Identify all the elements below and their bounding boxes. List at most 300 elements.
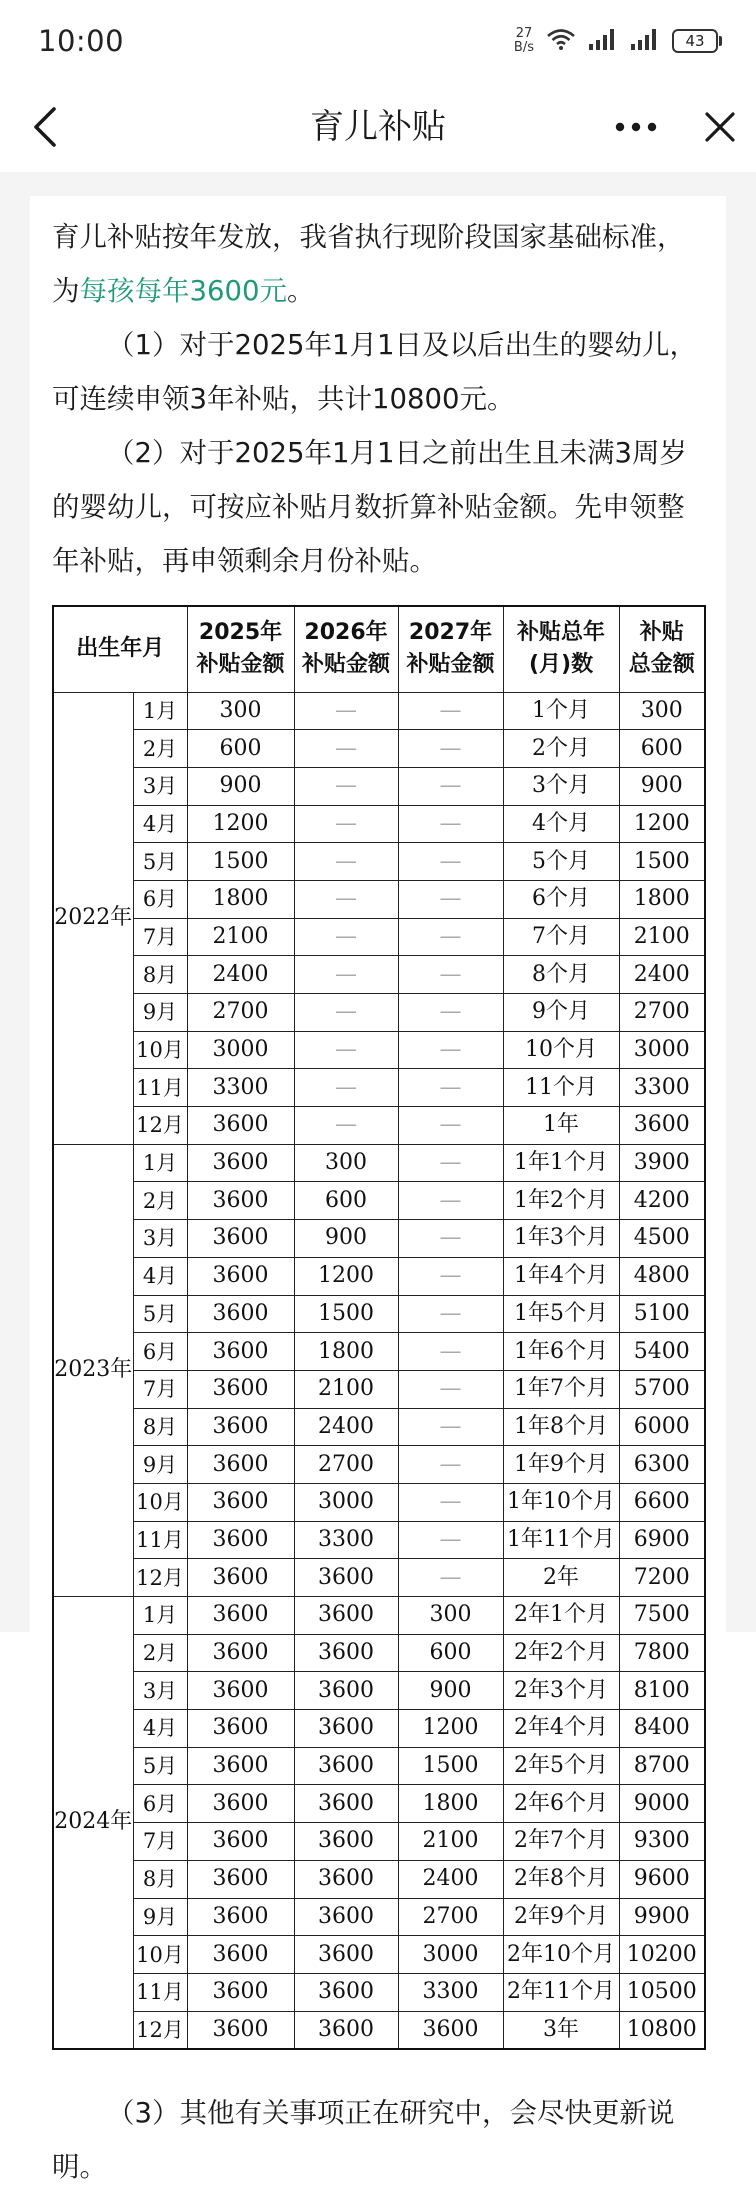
network-speed-unit: B/s bbox=[513, 40, 534, 55]
table-row bbox=[53, 1597, 705, 1635]
amount-2025-cell: 3600 bbox=[187, 1860, 294, 1898]
rule-paragraph-3: （3）其他有关事项正在研究中，会尽快更新说明。 bbox=[52, 2097, 675, 2183]
amount-2025-cell: 3600 bbox=[187, 1446, 294, 1484]
total-amount-cell: 1500 bbox=[619, 843, 705, 881]
birth-month-cell: 4月 bbox=[133, 805, 187, 843]
total-amount-cell: 8700 bbox=[619, 1747, 705, 1785]
amount-2027-cell: — bbox=[398, 767, 503, 805]
birth-month-cell: 10月 bbox=[133, 1483, 187, 1521]
months-count-cell: 6个月 bbox=[503, 880, 619, 918]
amount-2026-cell: 3600 bbox=[294, 1823, 398, 1861]
months-count-cell: 1年8个月 bbox=[503, 1408, 619, 1446]
birth-month-cell: 10月 bbox=[133, 1936, 187, 1974]
months-count-cell: 1年5个月 bbox=[503, 1295, 619, 1333]
amount-2027-cell: — bbox=[398, 843, 503, 881]
months-count-cell: 2年 bbox=[503, 1559, 619, 1597]
birth-month-cell: 5月 bbox=[133, 1747, 187, 1785]
amount-2026-cell: 300 bbox=[294, 1144, 398, 1182]
total-amount-cell: 9300 bbox=[619, 1823, 705, 1861]
months-count-cell: 1个月 bbox=[503, 692, 619, 730]
total-amount-cell: 4500 bbox=[619, 1220, 705, 1258]
amount-2025-cell: 3600 bbox=[187, 1220, 294, 1258]
amount-2026-cell: 2100 bbox=[294, 1370, 398, 1408]
birth-month-cell: 12月 bbox=[133, 1107, 187, 1145]
amount-2025-cell: 3600 bbox=[187, 1672, 294, 1710]
total-amount-cell: 6600 bbox=[619, 1483, 705, 1521]
amount-2027-cell: 2700 bbox=[398, 1898, 503, 1936]
amount-2026-cell: 1800 bbox=[294, 1333, 398, 1371]
months-count-cell: 3个月 bbox=[503, 767, 619, 805]
months-count-cell: 2年6个月 bbox=[503, 1785, 619, 1823]
total-amount-cell: 8100 bbox=[619, 1672, 705, 1710]
amount-2025-cell: 300 bbox=[187, 692, 294, 730]
amount-2026-cell: 1200 bbox=[294, 1257, 398, 1295]
amount-2025-cell: 3600 bbox=[187, 1898, 294, 1936]
total-amount-cell: 4800 bbox=[619, 1257, 705, 1295]
table-row bbox=[53, 1898, 705, 1936]
months-count-cell: 2年7个月 bbox=[503, 1823, 619, 1861]
amount-2025-cell: 3600 bbox=[187, 1521, 294, 1559]
status-icons bbox=[514, 27, 722, 55]
birth-month-cell: 4月 bbox=[133, 1710, 187, 1748]
wifi-icon bbox=[546, 27, 576, 55]
months-count-cell: 10个月 bbox=[503, 1031, 619, 1069]
amount-2027-cell: — bbox=[398, 880, 503, 918]
rule-paragraph-1: （1）对于2025年1月1日及以后出生的婴幼儿，可连续申领3年补贴，共计10800元。 bbox=[52, 329, 697, 415]
table-row bbox=[53, 1634, 705, 1672]
header-total-line1: 补贴 bbox=[639, 620, 684, 646]
amount-2025-cell: 3600 bbox=[187, 2011, 294, 2049]
table-row bbox=[53, 1672, 705, 1710]
months-count-cell: 2年11个月 bbox=[503, 1973, 619, 2011]
amount-2025-cell: 1200 bbox=[187, 805, 294, 843]
table-row bbox=[53, 1973, 705, 2011]
months-count-cell: 2年1个月 bbox=[503, 1597, 619, 1635]
total-amount-cell: 5400 bbox=[619, 1333, 705, 1371]
amount-2025-cell: 3600 bbox=[187, 1483, 294, 1521]
amount-2027-cell: 3300 bbox=[398, 1973, 503, 2011]
amount-2026-cell: 3600 bbox=[294, 1860, 398, 1898]
amount-2026-cell: 2700 bbox=[294, 1446, 398, 1484]
amount-2026-cell: 3600 bbox=[294, 1747, 398, 1785]
amount-2026-cell: 3300 bbox=[294, 1521, 398, 1559]
birth-year-cell: 2023年 bbox=[53, 1144, 133, 1596]
battery-level: 43 bbox=[672, 29, 718, 53]
amount-2027-cell: — bbox=[398, 1483, 503, 1521]
total-amount-cell: 300 bbox=[619, 692, 705, 730]
amount-2027-cell: — bbox=[398, 692, 503, 730]
table-row bbox=[53, 1559, 705, 1597]
nav-bar bbox=[0, 82, 756, 172]
total-amount-cell: 600 bbox=[619, 730, 705, 768]
birth-month-cell: 11月 bbox=[133, 1521, 187, 1559]
birth-month-cell: 1月 bbox=[133, 1597, 187, 1635]
amount-2025-cell: 3600 bbox=[187, 1408, 294, 1446]
amount-2027-cell: — bbox=[398, 730, 503, 768]
amount-2027-cell: — bbox=[398, 1220, 503, 1258]
total-amount-cell: 9600 bbox=[619, 1860, 705, 1898]
amount-2025-cell: 3600 bbox=[187, 1144, 294, 1182]
total-amount-cell: 5100 bbox=[619, 1295, 705, 1333]
birth-month-cell: 6月 bbox=[133, 1785, 187, 1823]
months-count-cell: 2个月 bbox=[503, 730, 619, 768]
table-row bbox=[53, 1182, 705, 1220]
table-row bbox=[53, 1823, 705, 1861]
table-row bbox=[53, 1295, 705, 1333]
total-amount-cell: 3000 bbox=[619, 1031, 705, 1069]
amount-2025-cell: 2400 bbox=[187, 956, 294, 994]
months-count-cell: 2年4个月 bbox=[503, 1710, 619, 1748]
months-count-cell: 9个月 bbox=[503, 994, 619, 1032]
amount-2026-cell: — bbox=[294, 918, 398, 956]
months-count-cell: 5个月 bbox=[503, 843, 619, 881]
amount-2026-cell: — bbox=[294, 767, 398, 805]
birth-month-cell: 3月 bbox=[133, 767, 187, 805]
table-row bbox=[53, 1785, 705, 1823]
amount-2026-cell: — bbox=[294, 994, 398, 1032]
more-icon bbox=[614, 122, 658, 132]
months-count-cell: 1年3个月 bbox=[503, 1220, 619, 1258]
amount-2027-cell: — bbox=[398, 1031, 503, 1069]
amount-2026-cell: 600 bbox=[294, 1182, 398, 1220]
header-months-line2: (月)数 bbox=[528, 652, 594, 678]
amount-2026-cell: 3600 bbox=[294, 1785, 398, 1823]
amount-2026-cell: — bbox=[294, 692, 398, 730]
header-2027-line1: 2027年 bbox=[408, 620, 493, 646]
header-2025-line2: 补贴金额 bbox=[196, 652, 285, 678]
amount-2027-cell: 1500 bbox=[398, 1747, 503, 1785]
table-row bbox=[53, 1408, 705, 1446]
amount-2026-cell: 3600 bbox=[294, 1634, 398, 1672]
birth-month-cell: 12月 bbox=[133, 2011, 187, 2049]
header-birth: 出生年月 bbox=[53, 606, 187, 692]
months-count-cell: 1年7个月 bbox=[503, 1370, 619, 1408]
amount-2025-cell: 2100 bbox=[187, 918, 294, 956]
amount-2026-cell: — bbox=[294, 956, 398, 994]
birth-month-cell: 9月 bbox=[133, 1446, 187, 1484]
birth-month-cell: 8月 bbox=[133, 1408, 187, 1446]
header-months-line1: 补贴总年 bbox=[517, 620, 606, 646]
header-2025 bbox=[187, 606, 294, 692]
months-count-cell: 1年1个月 bbox=[503, 1144, 619, 1182]
total-amount-cell: 7200 bbox=[619, 1559, 705, 1597]
header-2027-line2: 补贴金额 bbox=[406, 652, 495, 678]
table-body bbox=[53, 692, 705, 2049]
amount-2025-cell: 3600 bbox=[187, 1785, 294, 1823]
table-row bbox=[53, 1257, 705, 1295]
amount-2025-cell: 3300 bbox=[187, 1069, 294, 1107]
amount-2026-cell: 3600 bbox=[294, 1559, 398, 1597]
amount-2027-cell: 900 bbox=[398, 1672, 503, 1710]
amount-2027-cell: — bbox=[398, 805, 503, 843]
birth-month-cell: 5月 bbox=[133, 1295, 187, 1333]
table-row bbox=[53, 1483, 705, 1521]
table-row bbox=[53, 1370, 705, 1408]
amount-2027-cell: — bbox=[398, 1521, 503, 1559]
amount-2027-cell: — bbox=[398, 918, 503, 956]
amount-2027-cell: — bbox=[398, 1257, 503, 1295]
months-count-cell: 7个月 bbox=[503, 918, 619, 956]
amount-2026-cell: 3600 bbox=[294, 1936, 398, 1974]
amount-2025-cell: 900 bbox=[187, 767, 294, 805]
header-total-line2: 总金额 bbox=[628, 652, 695, 678]
close-icon bbox=[704, 111, 736, 143]
subsidy-standard-highlight: 每孩每年3600元 bbox=[79, 275, 287, 307]
months-count-cell: 1年6个月 bbox=[503, 1333, 619, 1371]
birth-month-cell: 2月 bbox=[133, 1182, 187, 1220]
table-row bbox=[53, 880, 705, 918]
amount-2027-cell: 2400 bbox=[398, 1860, 503, 1898]
months-count-cell: 1年11个月 bbox=[503, 1521, 619, 1559]
network-speed-value: 27 bbox=[515, 26, 533, 41]
months-count-cell: 1年4个月 bbox=[503, 1257, 619, 1295]
total-amount-cell: 2700 bbox=[619, 994, 705, 1032]
total-amount-cell: 2400 bbox=[619, 956, 705, 994]
months-count-cell: 1年10个月 bbox=[503, 1483, 619, 1521]
amount-2026-cell: — bbox=[294, 880, 398, 918]
table-row bbox=[53, 1747, 705, 1785]
amount-2027-cell: — bbox=[398, 1446, 503, 1484]
total-amount-cell: 2100 bbox=[619, 918, 705, 956]
months-count-cell: 2年2个月 bbox=[503, 1634, 619, 1672]
birth-month-cell: 1月 bbox=[133, 692, 187, 730]
amount-2026-cell: — bbox=[294, 1069, 398, 1107]
amount-2027-cell: — bbox=[398, 1559, 503, 1597]
total-amount-cell: 5700 bbox=[619, 1370, 705, 1408]
total-amount-cell: 9900 bbox=[619, 1898, 705, 1936]
months-count-cell: 2年10个月 bbox=[503, 1936, 619, 1974]
table-row bbox=[53, 1031, 705, 1069]
months-count-cell: 3年 bbox=[503, 2011, 619, 2049]
subsidy-table-wrap bbox=[52, 605, 704, 2050]
amount-2027-cell: 1200 bbox=[398, 1710, 503, 1748]
birth-month-cell: 12月 bbox=[133, 1559, 187, 1597]
amount-2027-cell: 300 bbox=[398, 1597, 503, 1635]
amount-2025-cell: 3600 bbox=[187, 1333, 294, 1371]
header-2026-line1: 2026年 bbox=[304, 620, 388, 646]
months-count-cell: 2年8个月 bbox=[503, 1860, 619, 1898]
birth-year-cell: 2024年 bbox=[53, 1597, 133, 2049]
birth-year-cell: 2022年 bbox=[53, 692, 133, 1144]
amount-2026-cell: 3600 bbox=[294, 1898, 398, 1936]
header-2026-line2: 补贴金额 bbox=[302, 652, 391, 678]
table-row bbox=[53, 1446, 705, 1484]
table-row bbox=[53, 843, 705, 881]
amount-2026-cell: 3600 bbox=[294, 2011, 398, 2049]
total-amount-cell: 7800 bbox=[619, 1634, 705, 1672]
birth-month-cell: 9月 bbox=[133, 1898, 187, 1936]
months-count-cell: 1年2个月 bbox=[503, 1182, 619, 1220]
table-row bbox=[53, 1069, 705, 1107]
amount-2026-cell: — bbox=[294, 1107, 398, 1145]
total-amount-cell: 900 bbox=[619, 767, 705, 805]
amount-2026-cell: 3600 bbox=[294, 1597, 398, 1635]
birth-month-cell: 10月 bbox=[133, 1031, 187, 1069]
rule-paragraph-2: （2）对于2025年1月1日之前出生且未满3周岁的婴幼儿，可按应补贴月数折算补贴金额。先申领整年补贴，再申领剩余月份补贴。 bbox=[52, 437, 687, 577]
amount-2027-cell: — bbox=[398, 1333, 503, 1371]
birth-month-cell: 3月 bbox=[133, 1220, 187, 1258]
amount-2025-cell: 3600 bbox=[187, 1295, 294, 1333]
total-amount-cell: 1800 bbox=[619, 880, 705, 918]
amount-2027-cell: — bbox=[398, 1069, 503, 1107]
months-count-cell: 2年3个月 bbox=[503, 1672, 619, 1710]
amount-2025-cell: 3600 bbox=[187, 1936, 294, 1974]
amount-2025-cell: 3600 bbox=[187, 1710, 294, 1748]
amount-2025-cell: 3600 bbox=[187, 1747, 294, 1785]
table-row bbox=[53, 1333, 705, 1371]
table-row bbox=[53, 918, 705, 956]
intro-text: 育儿补贴按年发放，我省执行现阶段国家基础标准，为 bbox=[52, 221, 685, 307]
subsidy-table bbox=[52, 605, 706, 2050]
amount-2026-cell: — bbox=[294, 730, 398, 768]
table-row bbox=[53, 956, 705, 994]
table-row bbox=[53, 1521, 705, 1559]
header-2026 bbox=[294, 606, 398, 692]
amount-2026-cell: 3600 bbox=[294, 1710, 398, 1748]
table-row bbox=[53, 1710, 705, 1748]
header-total bbox=[619, 606, 705, 692]
signal-icon bbox=[630, 27, 660, 55]
amount-2026-cell: — bbox=[294, 843, 398, 881]
birth-month-cell: 6月 bbox=[133, 1333, 187, 1371]
page-title: 育儿补贴 bbox=[310, 107, 446, 147]
amount-2027-cell: — bbox=[398, 956, 503, 994]
amount-2025-cell: 2700 bbox=[187, 994, 294, 1032]
amount-2026-cell: — bbox=[294, 1031, 398, 1069]
amount-2025-cell: 3600 bbox=[187, 1597, 294, 1635]
total-amount-cell: 10500 bbox=[619, 1973, 705, 2011]
amount-2026-cell: 3000 bbox=[294, 1483, 398, 1521]
birth-month-cell: 8月 bbox=[133, 956, 187, 994]
more-button[interactable] bbox=[608, 100, 664, 154]
total-amount-cell: 3900 bbox=[619, 1144, 705, 1182]
table-row bbox=[53, 730, 705, 768]
birth-month-cell: 1月 bbox=[133, 1144, 187, 1182]
close-button[interactable] bbox=[694, 100, 746, 154]
total-amount-cell: 10200 bbox=[619, 1936, 705, 1974]
amount-2027-cell: — bbox=[398, 1107, 503, 1145]
total-amount-cell: 4200 bbox=[619, 1182, 705, 1220]
birth-month-cell: 11月 bbox=[133, 1973, 187, 2011]
amount-2025-cell: 3600 bbox=[187, 1973, 294, 2011]
months-count-cell: 11个月 bbox=[503, 1069, 619, 1107]
birth-month-cell: 6月 bbox=[133, 880, 187, 918]
table-row bbox=[53, 767, 705, 805]
birth-month-cell: 7月 bbox=[133, 1370, 187, 1408]
signal-icon bbox=[588, 27, 618, 55]
amount-2026-cell: 3600 bbox=[294, 1973, 398, 2011]
amount-2025-cell: 3600 bbox=[187, 1823, 294, 1861]
amount-2027-cell: — bbox=[398, 1182, 503, 1220]
birth-month-cell: 2月 bbox=[133, 730, 187, 768]
amount-2025-cell: 600 bbox=[187, 730, 294, 768]
table-row bbox=[53, 2011, 705, 2049]
total-amount-cell: 10800 bbox=[619, 2011, 705, 2049]
total-amount-cell: 3300 bbox=[619, 1069, 705, 1107]
table-row bbox=[53, 994, 705, 1032]
months-count-cell: 1年9个月 bbox=[503, 1446, 619, 1484]
total-amount-cell: 6000 bbox=[619, 1408, 705, 1446]
amount-2025-cell: 3000 bbox=[187, 1031, 294, 1069]
amount-2025-cell: 3600 bbox=[187, 1107, 294, 1145]
table-row bbox=[53, 805, 705, 843]
amount-2025-cell: 3600 bbox=[187, 1559, 294, 1597]
amount-2027-cell: 3600 bbox=[398, 2011, 503, 2049]
status-bar bbox=[0, 0, 756, 82]
amount-2025-cell: 3600 bbox=[187, 1257, 294, 1295]
total-amount-cell: 1200 bbox=[619, 805, 705, 843]
header-2027 bbox=[398, 606, 503, 692]
table-row bbox=[53, 1144, 705, 1182]
table-row bbox=[53, 1860, 705, 1898]
amount-2027-cell: — bbox=[398, 1370, 503, 1408]
amount-2026-cell: 900 bbox=[294, 1220, 398, 1258]
amount-2027-cell: — bbox=[398, 1408, 503, 1446]
network-speed bbox=[514, 27, 534, 55]
total-amount-cell: 3600 bbox=[619, 1107, 705, 1145]
amount-2027-cell: 3000 bbox=[398, 1936, 503, 1974]
intro-tail: 。 bbox=[287, 275, 315, 307]
months-count-cell: 2年5个月 bbox=[503, 1747, 619, 1785]
birth-month-cell: 5月 bbox=[133, 843, 187, 881]
battery-tip bbox=[719, 36, 722, 46]
birth-month-cell: 9月 bbox=[133, 994, 187, 1032]
amount-2025-cell: 3600 bbox=[187, 1634, 294, 1672]
header-months bbox=[503, 606, 619, 692]
birth-month-cell: 8月 bbox=[133, 1860, 187, 1898]
amount-2027-cell: — bbox=[398, 994, 503, 1032]
header-2025-line1: 2025年 bbox=[198, 620, 283, 646]
birth-month-cell: 2月 bbox=[133, 1634, 187, 1672]
amount-2027-cell: 2100 bbox=[398, 1823, 503, 1861]
battery-icon bbox=[672, 29, 722, 53]
total-amount-cell: 8400 bbox=[619, 1710, 705, 1748]
amount-2025-cell: 1500 bbox=[187, 843, 294, 881]
months-count-cell: 4个月 bbox=[503, 805, 619, 843]
birth-month-cell: 7月 bbox=[133, 1823, 187, 1861]
amount-2025-cell: 3600 bbox=[187, 1370, 294, 1408]
amount-2025-cell: 1800 bbox=[187, 880, 294, 918]
amount-2026-cell: — bbox=[294, 805, 398, 843]
table-row bbox=[53, 1936, 705, 1974]
intro-paragraph bbox=[52, 210, 702, 318]
birth-month-cell: 3月 bbox=[133, 1672, 187, 1710]
table-header-row bbox=[53, 606, 705, 692]
total-amount-cell: 9000 bbox=[619, 1785, 705, 1823]
birth-month-cell: 11月 bbox=[133, 1069, 187, 1107]
amount-2027-cell: — bbox=[398, 1295, 503, 1333]
amount-2026-cell: 1500 bbox=[294, 1295, 398, 1333]
table-row bbox=[53, 1107, 705, 1145]
amount-2025-cell: 3600 bbox=[187, 1182, 294, 1220]
amount-2027-cell: — bbox=[398, 1144, 503, 1182]
status-time: 10:00 bbox=[38, 24, 125, 58]
months-count-cell: 8个月 bbox=[503, 956, 619, 994]
amount-2027-cell: 600 bbox=[398, 1634, 503, 1672]
total-amount-cell: 6300 bbox=[619, 1446, 705, 1484]
amount-2026-cell: 2400 bbox=[294, 1408, 398, 1446]
total-amount-cell: 7500 bbox=[619, 1597, 705, 1635]
months-count-cell: 2年9个月 bbox=[503, 1898, 619, 1936]
amount-2027-cell: 1800 bbox=[398, 1785, 503, 1823]
table-row bbox=[53, 692, 705, 730]
months-count-cell: 1年 bbox=[503, 1107, 619, 1145]
table-row bbox=[53, 1220, 705, 1258]
birth-month-cell: 7月 bbox=[133, 918, 187, 956]
total-amount-cell: 6900 bbox=[619, 1521, 705, 1559]
amount-2026-cell: 3600 bbox=[294, 1672, 398, 1710]
birth-month-cell: 4月 bbox=[133, 1257, 187, 1295]
